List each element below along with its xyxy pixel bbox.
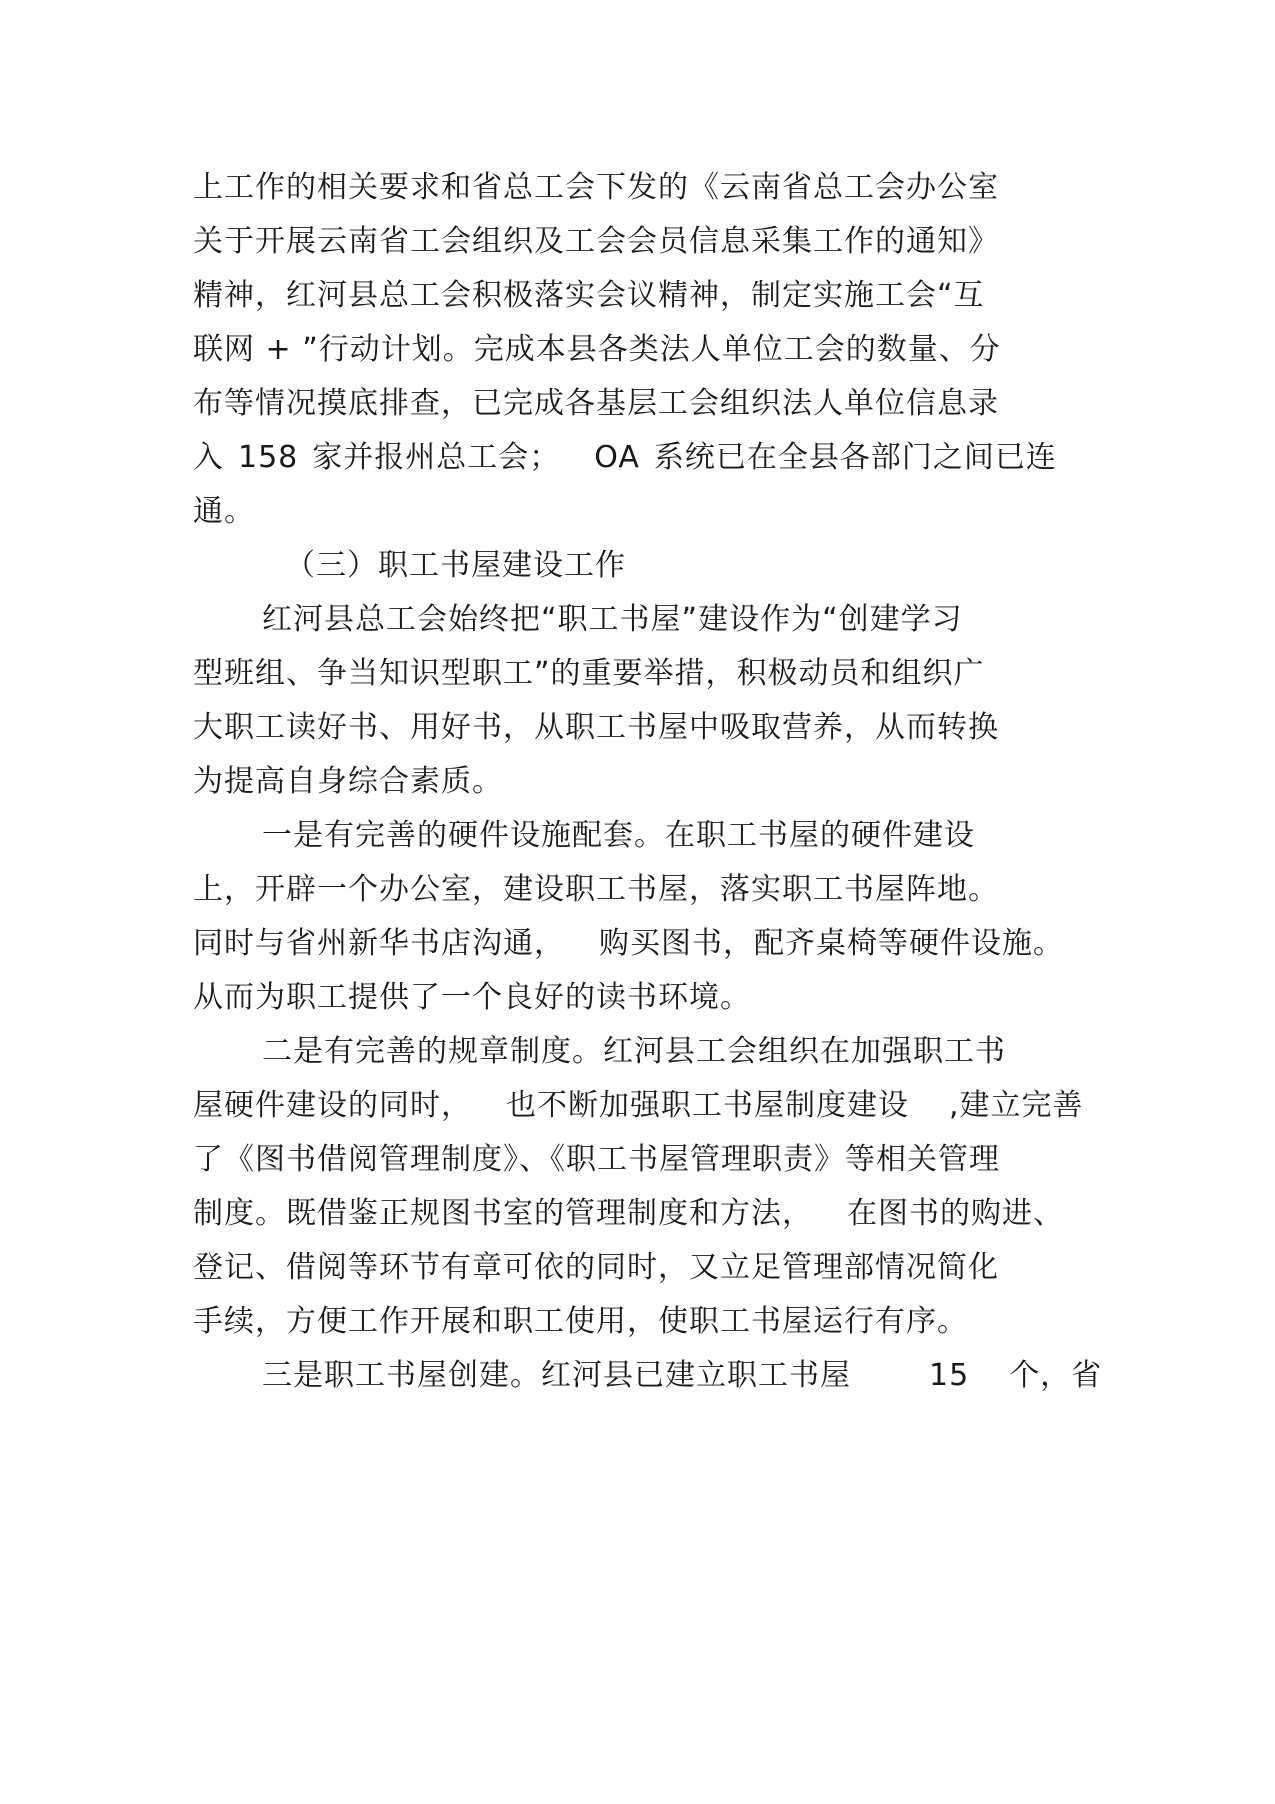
text-line: 同时与省州新华书店沟通， 购买图书，配齐桌椅等硬件设施。 [193, 926, 1064, 961]
text-line: 为提高自身综合素质。 [193, 764, 503, 799]
text-line: 上，开辟一个办公室，建设职工书屋，落实职工书屋阵地。 [193, 872, 999, 907]
text-line: 红河县总工会始终把“职工书屋”建设作为“创建学习 [262, 602, 963, 637]
text-line: 入 158 家并报州总工会； OA 系统已在全县各部门之间已连 [193, 440, 1057, 475]
text-line: 型班组、争当知识型职工”的重要举措，积极动员和组织广 [193, 656, 985, 691]
text-line: 大职工读好书、用好书，从职工书屋中吸取营养，从而转换 [193, 710, 999, 745]
text-line: 上工作的相关要求和省总工会下发的《云南省总工会办公室 [193, 170, 999, 205]
text-line: 联网 + ”行动计划。完成本县各类法人单位工会的数量、分 [193, 332, 1001, 367]
text-line: 屋硬件建设的同时， 也不断加强职工书屋制度建设 ,建立完善 [193, 1088, 1084, 1123]
text-line: 制度。既借鉴正规图书室的管理制度和方法， 在图书的购进、 [193, 1196, 1064, 1231]
text-line: 了《图书借阅管理制度》、《职工书屋管理职责》等相关管理 [193, 1142, 1000, 1177]
text-line: 三是职工书屋创建。红河县已建立职工书屋 15 个，省 [262, 1358, 1103, 1393]
text-line: 通。 [193, 494, 255, 529]
section-heading: （三）职工书屋建设工作 [285, 548, 626, 583]
text-line: 布等情况摸底排查，已完成各基层工会组织法人单位信息录 [193, 386, 999, 421]
text-line: 精神，红河县总工会积极落实会议精神，制定实施工会“互 [193, 278, 985, 313]
text-line: 登记、借阅等环节有章可依的同时，又立足管理部情况简化 [193, 1250, 999, 1285]
text-line: 关于开展云南省工会组织及工会会员信息采集工作的通知》 [193, 224, 999, 259]
text-line: 从而为职工提供了一个良好的读书环境。 [193, 980, 751, 1015]
text-line: 手续，方便工作开展和职工使用，使职工书屋运行有序。 [193, 1304, 968, 1339]
text-line: 一是有完善的硬件设施配套。在职工书屋的硬件建设 [262, 818, 975, 853]
text-line: 二是有完善的规章制度。红河县工会组织在加强职工书 [262, 1034, 1006, 1069]
